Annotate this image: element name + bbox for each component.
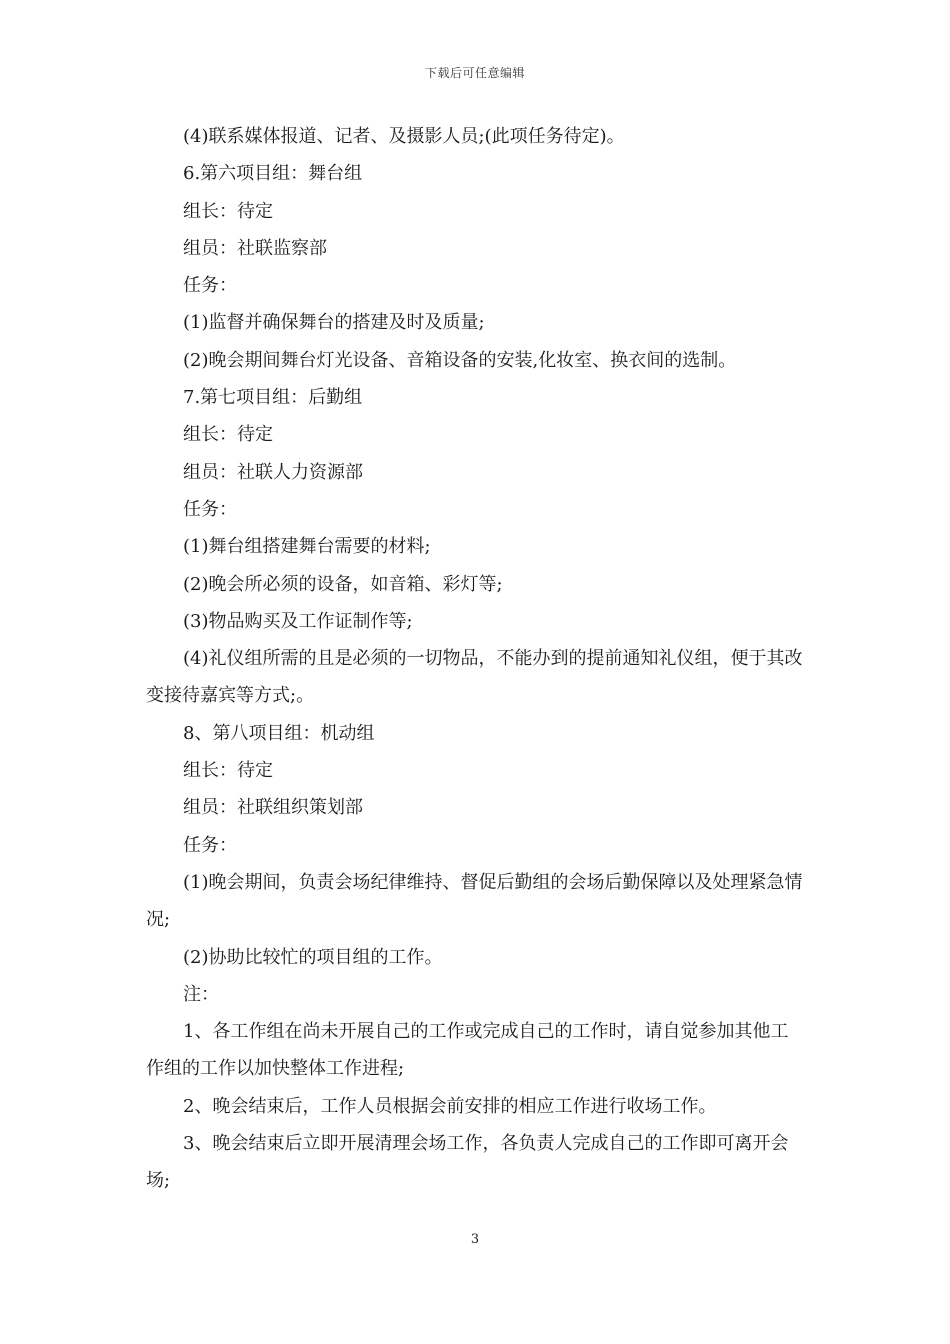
paragraph: (2)协助比较忙的项目组的工作。 [183, 946, 443, 968]
paragraph: 6.第六项目组：舞台组 [183, 163, 363, 185]
paragraph: 8、第八项目组：机动组 [183, 722, 375, 744]
page-number: 3 [470, 1232, 480, 1247]
paragraph: 组员：社联人力资源部 [183, 461, 363, 483]
paragraph: 7.第七项目组：后勤组 [183, 387, 363, 409]
paragraph: 组长：待定 [183, 200, 273, 222]
paragraph: 2、晚会结束后，工作人员根据会前安排的相应工作进行收场工作。 [183, 1095, 717, 1117]
paragraph: (4)联系媒体报道、记者、及摄影人员;(此项任务待定)。 [183, 126, 625, 147]
paragraph: (1)舞台组搭建舞台需要的材料; [183, 536, 431, 558]
paragraph: (1)晚会期间，负责会场纪律维持、督促后勤组的会场后勤保障以及处理紧急情况; [146, 871, 803, 931]
paragraph: (2)晚会期间舞台灯光设备、音箱设备的安装,化妆室、换衣间的选制。 [183, 349, 737, 371]
paragraph: (2)晚会所必须的设备，如音箱、彩灯等; [183, 573, 503, 595]
paragraph: 组员：社联监察部 [183, 237, 327, 259]
page-header: 下载后可任意编辑 [424, 66, 525, 80]
paragraph: (3)物品购买及工作证制作等; [183, 610, 413, 632]
paragraph: 组长：待定 [183, 424, 273, 446]
paragraph: (1)监督并确保舞台的搭建及时及质量; [183, 312, 485, 334]
paragraph: 任务： [183, 834, 237, 856]
paragraph: 组员：社联组织策划部 [183, 797, 363, 819]
paragraph: 任务： [183, 275, 237, 297]
paragraph: 任务： [183, 498, 237, 520]
paragraph: 组长：待定 [183, 760, 273, 782]
document-body [146, 118, 806, 1200]
paragraph: 3、晚会结束后立即开展清理会场工作，各负责人完成自己的工作即可离开会场; [146, 1133, 789, 1192]
paragraph: (4)礼仪组所需的且是必须的一切物品，不能办到的提前通知礼仪组，便于其改变接待嘉宾等方式;。 [146, 648, 803, 707]
paragraph: 1、各工作组在尚未开展自己的工作或完成自己的工作时，请自觉参加其他工作组的工作以加快整体工作进程; [146, 1021, 789, 1080]
paragraph: 注： [183, 983, 219, 1005]
